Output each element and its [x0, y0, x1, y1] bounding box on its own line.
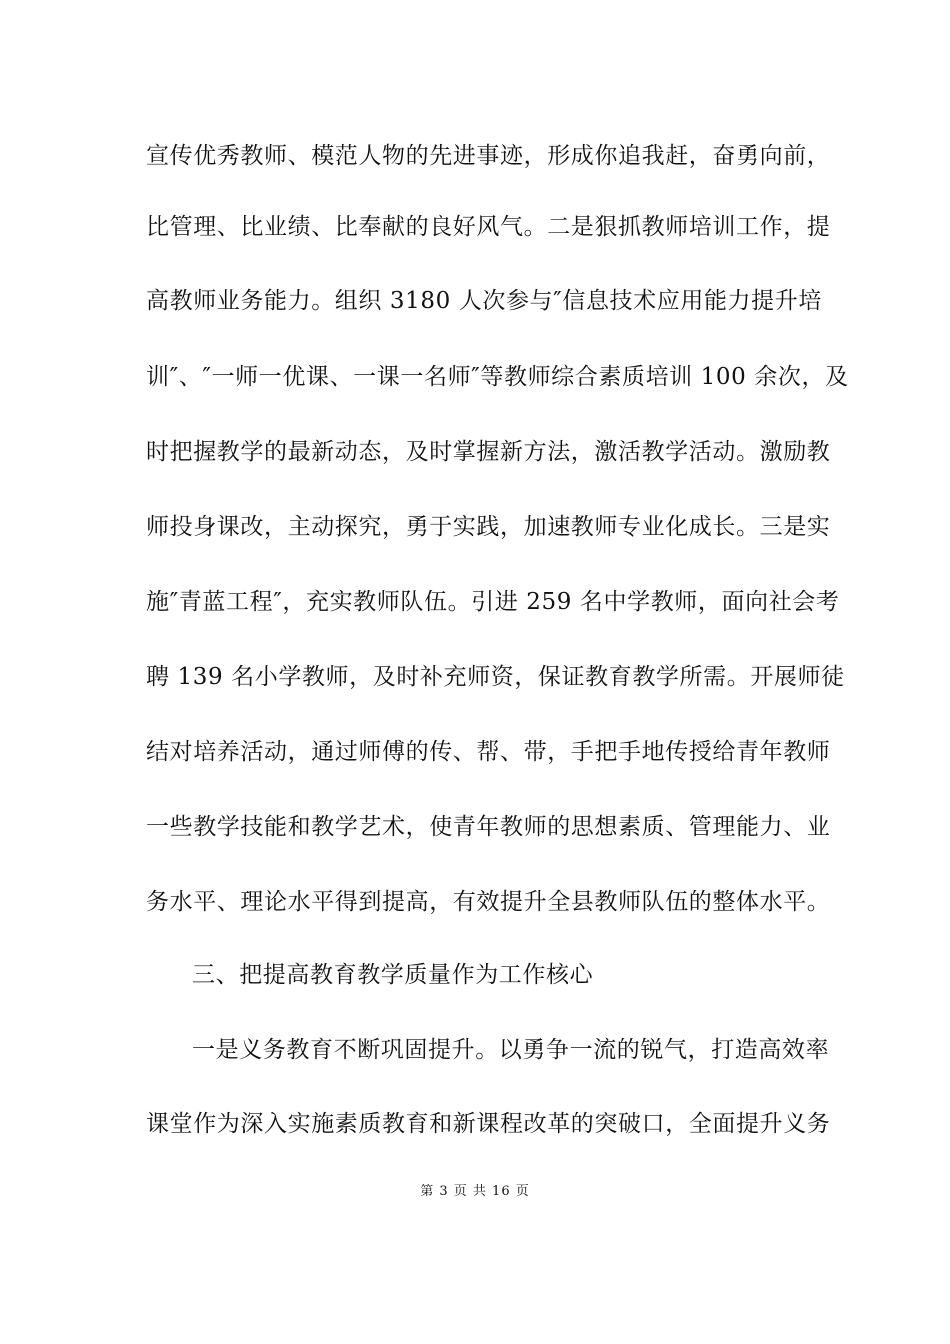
body-text-line: 聘 139 名小学教师，及时补充师资，保证教育教学所需。开展师徒	[146, 664, 845, 690]
paragraph-first-line: 一是义务教育不断巩固提升。以勇争一流的锐气，打造高效率	[192, 1037, 830, 1063]
body-text-line: 师投身课改，主动探究，勇于实践，加速教师专业化成长。三是实	[146, 514, 831, 540]
body-text-line: 一些教学技能和教学艺术，使青年教师的思想素质、管理能力、业	[146, 814, 831, 840]
body-text-line: 高教师业务能力。组织 3180 人次参与″信息技术应用能力提升培	[146, 288, 822, 314]
body-text-line: 时把握教学的最新动态，及时掌握新方法，激活教学活动。激励教	[146, 439, 831, 465]
section-heading: 三、把提高教育教学质量作为工作核心	[192, 962, 594, 988]
body-text-line: 课堂作为深入实施素质教育和新课程改革的突破口，全面提升义务	[146, 1111, 831, 1137]
body-text-line: 比管理、比业绩、比奉献的良好风气。二是狠抓教师培训工作，提	[146, 214, 831, 240]
page-number: 第 3 页 共 16 页	[420, 1184, 530, 1199]
body-text-line: 施″青蓝工程″，充实教师队伍。引进 259 名中学教师，面向社会考	[146, 589, 840, 615]
body-text-line: 宣传优秀教师、模范人物的先进事迹，形成你追我赶，奋勇向前，	[146, 143, 831, 169]
body-text-line: 结对培养活动，通过师傅的传、帮、带，手把手地传授给青年教师	[146, 739, 831, 765]
body-text-line: 训″、″一师一优课、一课一名师″等教师综合素质培训 100 余次，及	[146, 364, 849, 390]
body-text-line: 务水平、理论水平得到提高，有效提升全县教师队伍的整体水平。	[146, 889, 831, 915]
